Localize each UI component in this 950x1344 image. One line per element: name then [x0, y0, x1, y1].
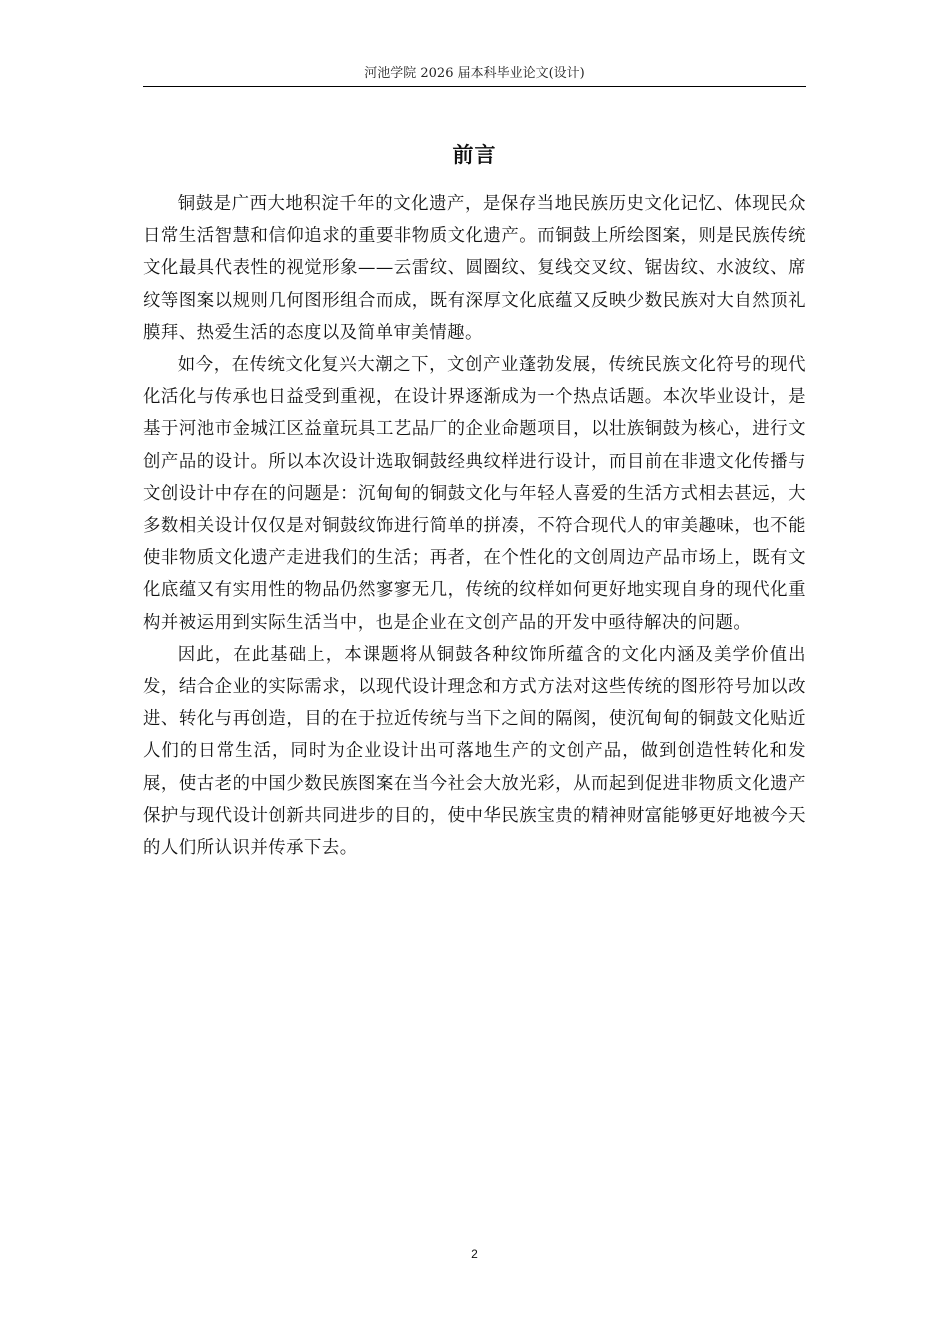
paragraph-3: 因此，在此基础上，本课题将从铜鼓各种纹饰所蕴含的文化内涵及美学价值出发，结合企业的实际需求，以现代设计理念和方式方法对这些传统的图形符号加以改进、转化与再创造，目的在于拉近传统与当下之间的隔阂，使沉甸甸的铜鼓文化贴近人们的日常生活，同时为企业设计出可落地生产的文创产品，做到创造性转化和发展，使古老的中国少数民族图案在当今社会大放光彩，从而起到促进非物质文化遗产保护与现代设计创新共同进步的目的，使中华民族宝贵的精神财富能够更好地被今天的人们所认识并传承下去。: [143, 644, 806, 859]
page-title: 前言: [452, 143, 497, 168]
body-text: [143, 188, 806, 864]
header-divider: [143, 86, 806, 87]
page-number: 2: [471, 1247, 478, 1261]
paragraph-1: 铜鼓是广西大地积淀千年的文化遗产，是保存当地民族历史文化记忆、体现民众日常生活智慧和信仰追求的重要非物质文化遗产。而铜鼓上所绘图案，则是民族传统文化最具代表性的视觉形象——云雷纹、圆圈纹、复线交叉纹、锯齿纹、水波纹、席纹等图案以规则几何图形组合而成，既有深厚文化底蕴又反映少数民族对大自然顶礼膜拜、热爱生活的态度以及简单审美情趣。: [143, 194, 806, 343]
paragraph-2: 如今，在传统文化复兴大潮之下，文创产业蓬勃发展，传统民族文化符号的现代化活化与传承也日益受到重视，在设计界逐渐成为一个热点话题。本次毕业设计，是基于河池市金城江区益童玩具工艺品厂的企业命题项目，以壮族铜鼓为核心，进行文创产品的设计。所以本次设计选取铜鼓经典纹样进行设计，而目前在非遗文化传播与文创设计中存在的问题是：沉甸甸的铜鼓文化与年轻人喜爱的生活方式相去甚远，大多数相关设计仅仅是对铜鼓纹饰进行简单的拼凑，不符合现代人的审美趣味，也不能使非物质文化遗产走进我们的生活；再者，在个性化的文创周边产品市场上，既有文化底蕴又有实用性的物品仍然寥寥无几，传统的纹样如何更好地实现自身的现代化重构并被运用到实际生活当中，也是企业在文创产品的开发中亟待解决的问题。: [143, 355, 806, 633]
running-header: 河池学院 2026 届本科毕业论文(设计): [364, 66, 585, 81]
